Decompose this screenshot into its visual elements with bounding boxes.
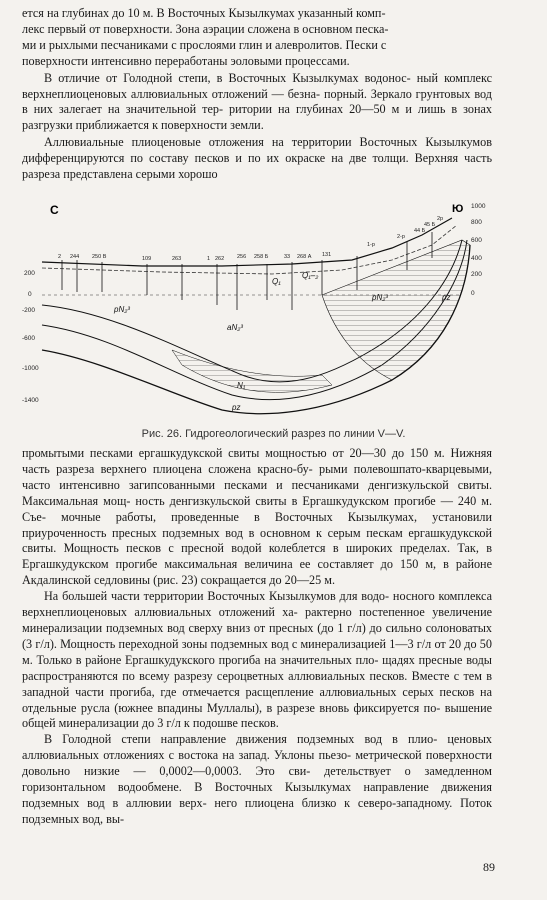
svg-text:109: 109 [142,256,152,262]
svg-text:200: 200 [24,270,35,277]
paragraph: На большей части территории Восточных Кызылкумов для водо- носного комплекса верхнеплиоценовых аллювиальных отложений ха- рактерно постепенное увеличение минерализации подземных вод сверху вниз от пресных (до 1 г/л) до сильно солоноватых (3 г/л). Мощность переходной зоны подземных вод с минерализацией 1—3 г/л от 20 до 50 м. Только в районе Ергашкудукского прогиба на значительных пло- щадях пресные воды распространяются по всему разрезу сероцветных аллювиальных песков. Вместе с тем в западной части прогиба, где отмечается расщепление аллювиальных серых песков на отдельные русла (южнее впадины Муллалы), в разрезе вновь фиксируется по- вышение общей минерализации до 3 г/л к подошве песков. [22,589,492,731]
svg-text:600: 600 [471,237,482,244]
svg-text:131: 131 [322,252,332,258]
hydrogeological-section-figure [22,200,492,420]
svg-text:44 Б: 44 Б [414,228,426,234]
svg-text:-1000: -1000 [22,365,39,372]
svg-text:Q₁–₂: Q₁–₂ [302,271,319,280]
line: поверхности интенсивно переработаны эоловыми процессами. [22,53,350,68]
svg-text:400: 400 [471,255,482,262]
right-axis [471,203,486,297]
hatched-unit [172,350,332,392]
svg-text:2-р: 2-р [397,234,405,240]
svg-text:45 Б: 45 Б [424,222,436,228]
svg-text:200: 200 [471,271,482,278]
south-label: Ю [452,203,464,215]
svg-text:-1400: -1400 [22,397,39,404]
svg-text:263: 263 [172,256,182,262]
svg-text:244: 244 [70,254,80,260]
svg-text:250 В: 250 В [92,254,107,260]
svg-text:N₁: N₁ [237,381,246,390]
svg-text:33: 33 [284,254,291,260]
line: ется на глубинах до 10 м. В Восточных Кызылкумах указанный комп- [22,6,386,20]
svg-text:262: 262 [215,256,225,262]
svg-text:pN₂³: pN₂³ [114,305,130,314]
svg-text:Q₁: Q₁ [272,277,281,286]
svg-text:aN₂³: aN₂³ [227,323,243,332]
svg-text:258 Б: 258 Б [254,254,269,260]
figure-caption: Рис. 26. Гидрогеологический разрез по линии V—V. [141,428,406,440]
svg-text:-600: -600 [22,335,36,342]
svg-text:2р: 2р [437,216,444,222]
svg-text:0: 0 [471,290,475,297]
north-label: С [50,203,59,217]
svg-text:1-р: 1-р [367,242,375,248]
svg-text:-200: -200 [22,307,36,314]
svg-text:1000: 1000 [471,203,486,210]
svg-text:pN₂³: pN₂³ [372,293,388,302]
left-axis [22,270,39,404]
well-labels [58,216,443,262]
svg-text:0: 0 [28,291,32,298]
paragraph: В Голодной степи направление движения подземных вод в плио- ценовых аллювиальных отложениях с востока на запад. Уклоны пьезо- метрической поверхности довольно низкие — 0,0002—0,0003. Это сви- детельствует о замедленном горизонтальном водообмене. В Восточных Кызылкумах направление движения подземных вод в аллювии верх- него плиоцена близко к северо-западному. Поток подземных вод, вы- [22,732,492,826]
top-text-block [22,6,492,183]
svg-text:800: 800 [471,219,482,226]
svg-text:pz: pz [232,403,241,412]
body-text-block [22,446,492,828]
paragraph: В отличие от Голодной степи, в Восточных Кызылкумах водонос- ный комплекс верхнеплиоценовых аллювиальных отложений — безна- порный. Зеркало грунтовых вод в них залегает на значительной тер- ритории на глубинах 20—50 м и лишь в зонах разгрузки приближается к поверхности земли. [22,70,492,133]
line: лекс первый от поверхности. Зона аэрации сложена в основном песка- [22,21,389,36]
svg-text:1: 1 [207,256,211,262]
paragraph: Аллювиальные плиоценовые отложения на территории Восточных Кызылкумов дифференцируются по составу песков и по их окраске на две толщи. Верхняя часть разреза представлена серыми хорошо [22,135,492,182]
page-number: 89 [483,860,495,874]
line: ми и рыхлыми песчаниками с прослоями глин и алевролитов. Пески с [22,37,387,52]
svg-text:pz: pz [442,293,451,302]
svg-text:256: 256 [237,254,247,260]
svg-text:268 А: 268 А [297,254,312,260]
svg-text:2: 2 [58,254,62,260]
paragraph: промытыми песками ергашкудукской свиты мощностью от 20—30 до 150 м. Нижняя часть разреза верхнего плиоцена сложена красно-бу- рыми полевошпато-кварцевыми, часто интенсивно загипсованными песками и песчаниками денгизкульской свиты. Максимальная мощ- ность денгизкульской свиты в Ергашкудукском прогибе — 240 м. Съе- мочные работы, проведенные в Восточных Кызылкумах, установили приуроченность пресных подземных вод в основном к серым пескам ергашкудукской свиты. Мощность песков с пресной водой колеблется в широких пределах. Так, в Ергашкудукском прогибе максимальная величина ее составляет до 150 м, в районе Акдалинской седловины (рис. 23) сокращается до 20—25 м. [22,446,492,588]
